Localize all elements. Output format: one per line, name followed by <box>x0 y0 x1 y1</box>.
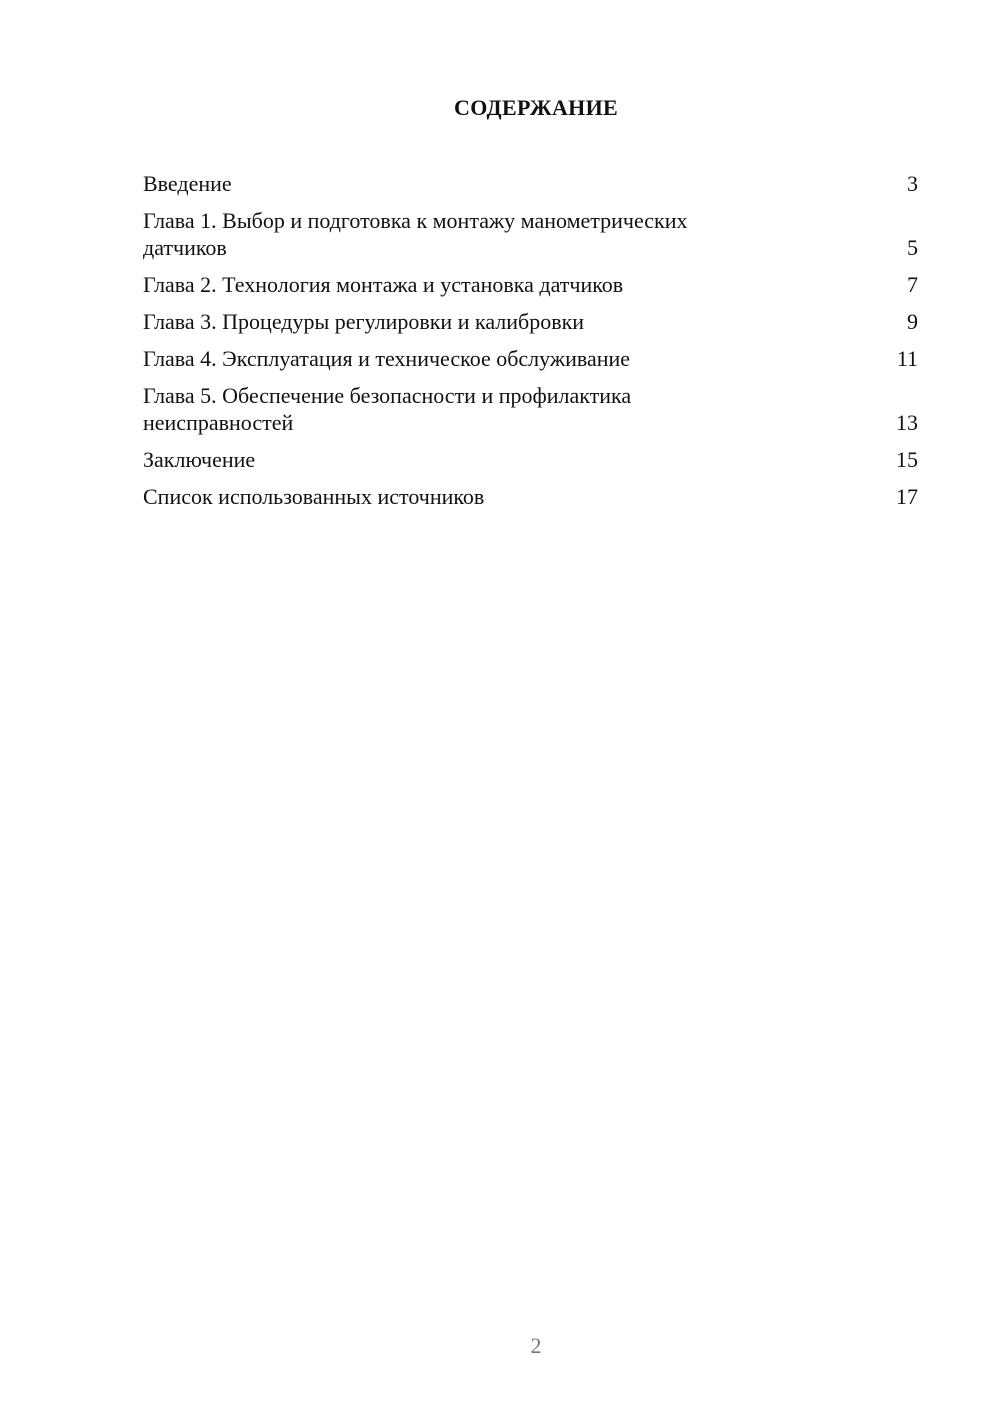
table-of-contents <box>143 170 918 520</box>
toc-entry-text: Глава 3. Процедуры регулировки и калибровки <box>143 309 585 334</box>
toc-entry-conclusion <box>143 446 918 473</box>
toc-entry-introduction <box>143 170 918 197</box>
page-number: 2 <box>530 1333 542 1358</box>
toc-entry-page: 7 <box>907 272 918 297</box>
toc-entry-chapter-2 <box>143 271 918 298</box>
toc-entry-chapter-1 <box>143 207 918 261</box>
toc-entry-text: Глава 2. Технология монтажа и установка датчиков <box>143 272 624 297</box>
toc-entry-page: 15 <box>896 447 918 472</box>
toc-entry-chapter-4 <box>143 345 918 372</box>
toc-entry-page: 3 <box>907 171 918 196</box>
toc-entry-page: 5 <box>907 235 918 260</box>
toc-entry-page: 11 <box>896 346 918 371</box>
toc-entry-chapter-5 <box>143 382 918 436</box>
toc-entry-text: Заключение <box>143 447 256 472</box>
toc-entry-page: 17 <box>896 484 918 509</box>
toc-entry-chapter-3 <box>143 308 918 335</box>
toc-title: СОДЕРЖАНИЕ <box>454 95 618 120</box>
toc-entry-page: 13 <box>896 410 918 435</box>
toc-entry-text: Список использованных источников <box>143 484 485 509</box>
toc-entry-page: 9 <box>907 309 918 334</box>
toc-entry-text: Глава 5. Обеспечение безопасности и профилактика неисправностей <box>143 383 632 435</box>
toc-entry-text: Глава 4. Эксплуатация и техническое обслуживание <box>143 346 631 371</box>
toc-entry-references <box>143 483 918 510</box>
toc-entry-text: Введение <box>143 171 232 196</box>
toc-entry-text: Глава 1. Выбор и подготовка к монтажу манометрических датчиков <box>143 208 688 260</box>
